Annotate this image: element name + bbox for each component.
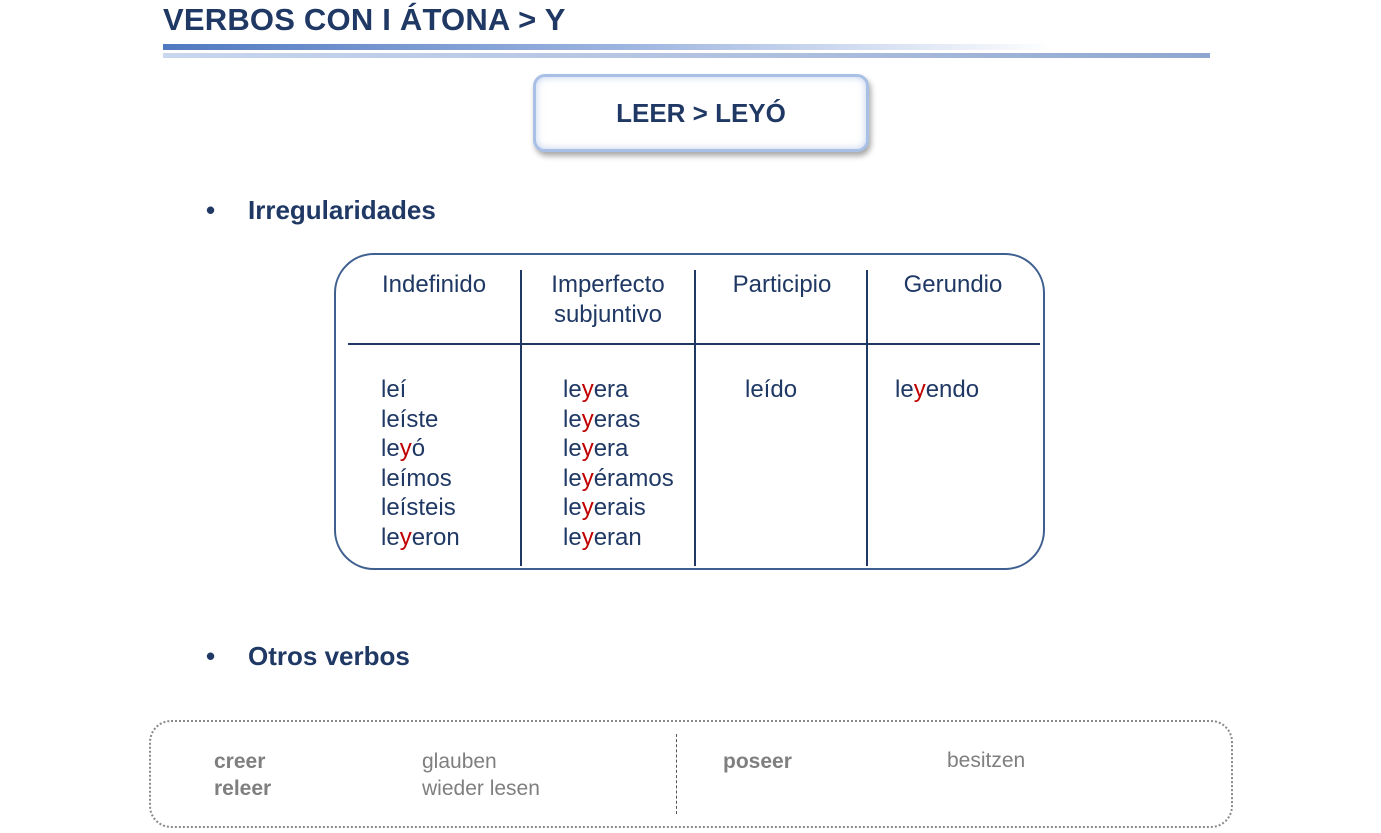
- header-imperfecto-subjuntivo: [522, 270, 694, 330]
- verb-form: leyera: [563, 435, 629, 463]
- verb-translation: wieder lesen: [422, 777, 540, 800]
- bullet-icon: •: [206, 195, 216, 225]
- title-underline: [163, 44, 1213, 50]
- verb-example-label: LEER > LEYÓ: [616, 97, 786, 128]
- header-indefinido: Indefinido: [381, 271, 487, 298]
- verb-item: creer: [214, 750, 266, 773]
- verb-form: leyeran: [563, 523, 642, 551]
- other-verbs-box: [149, 720, 1233, 828]
- section-otros-verbos: [206, 641, 410, 672]
- header-divider: [348, 343, 1040, 345]
- verb-form: leyendo: [895, 376, 980, 403]
- verb-example-box: [533, 74, 869, 152]
- column-divider: [694, 270, 696, 566]
- verb-form: leyéramos: [563, 464, 674, 492]
- verb-form: leyerais: [563, 494, 646, 522]
- column-indefinido: [381, 375, 460, 553]
- section-irregularidades-label: Irregularidades: [248, 195, 436, 225]
- verb-form: leyeras: [563, 405, 641, 433]
- column-participio: [745, 375, 797, 405]
- verb-item: releer: [214, 777, 272, 800]
- verb-form: leísteis: [381, 494, 456, 522]
- header-gerundio: Gerundio: [903, 271, 1003, 298]
- column-imperfecto-subjuntivo: [563, 375, 674, 553]
- verb-form: leyeron: [381, 523, 460, 551]
- verb-form: leímos: [381, 464, 452, 492]
- verb-form: leíste: [381, 405, 439, 433]
- header-imperfecto-line1: Imperfecto: [551, 271, 665, 298]
- header-participio: Participio: [732, 271, 832, 298]
- section-irregularidades: [206, 195, 436, 226]
- verb-translation: besitzen: [947, 749, 1026, 772]
- title-underline-shadow: [163, 53, 1210, 58]
- bullet-icon: •: [206, 641, 216, 671]
- page-title: VERBOS CON I ÁTONA > Y: [163, 2, 566, 37]
- conjugation-table: [334, 253, 1045, 570]
- verb-item: poseer: [723, 750, 792, 773]
- verb-form: leyera: [563, 376, 629, 403]
- header-imperfecto-line2: subjuntivo: [553, 301, 663, 328]
- verb-form: leído: [745, 376, 798, 403]
- verb-form: leyó: [381, 435, 426, 463]
- verb-form: leí: [381, 376, 407, 403]
- section-otros-verbos-label: Otros verbos: [248, 641, 410, 671]
- column-gerundio: [895, 375, 979, 405]
- column-divider: [866, 270, 868, 566]
- other-verbs-divider: [676, 734, 677, 814]
- verb-translation: glauben: [422, 750, 497, 773]
